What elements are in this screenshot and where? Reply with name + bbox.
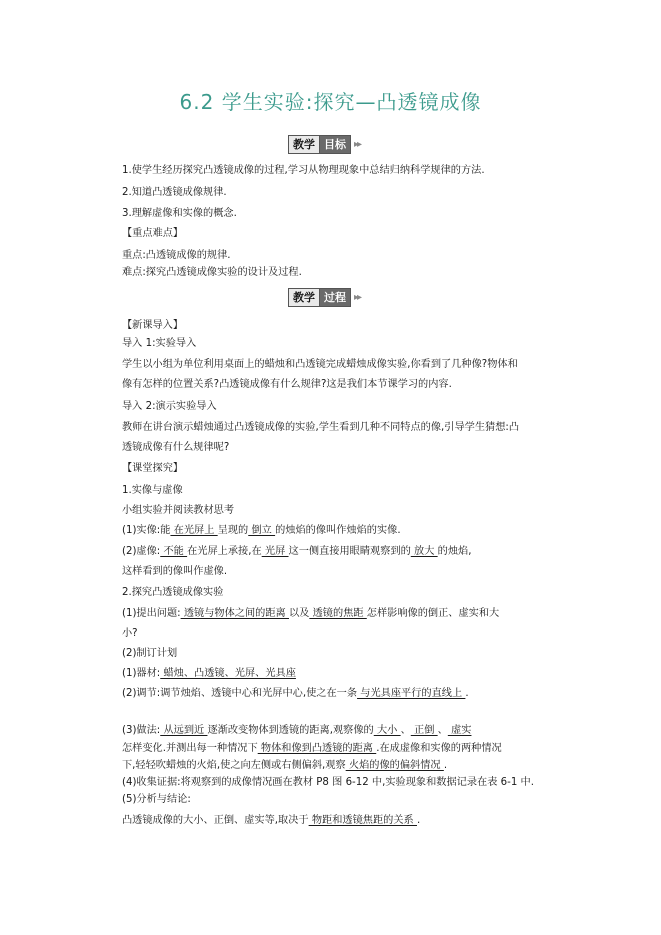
blank-answer: 透镜与物体之间的距离 <box>180 608 289 619</box>
blank-answer: 光屏 <box>261 546 289 557</box>
conclusion-line <box>122 813 420 828</box>
text: 、 <box>400 725 411 736</box>
text: (1)提出问题: <box>122 608 181 619</box>
text: .在成虚像和实像的两种情况 <box>376 743 502 754</box>
plan-heading: (2)制订计划 <box>122 648 178 659</box>
collect-evidence: (4)收集证据:将观察到的成像情况画在教材 P8 图 6-12 中,实验现象和数据记录在表 6-1 中. <box>122 777 534 788</box>
text: (2)调节:调节烛焰、透镜中心和光屏中心,使之在一条 <box>122 688 358 699</box>
text: (1)器材: <box>122 668 161 679</box>
real-image-line <box>122 523 401 538</box>
blank-answer: 虚实 <box>447 725 472 736</box>
text: 、 <box>437 725 448 736</box>
blank-answer: 从远到近 <box>160 725 208 736</box>
text: 凸透镜成像的大小、正倒、虚实等,取决于 <box>122 815 309 826</box>
intro1-title: 导入 1:实验导入 <box>122 338 197 349</box>
intro1-text-line1: 学生以小组为单位利用桌面上的蜡烛和凸透镜完成蜡烛成像实验,你看到了几种像?物体和 <box>122 359 518 370</box>
goal-1: 1.使学生经历探究凸透镜成像的过程,学习从物理现象中总结归纳科学规律的方法. <box>122 165 485 176</box>
section2-title: 2.探究凸透镜成像实验 <box>122 587 224 598</box>
method-line1 <box>122 723 471 738</box>
adjust-line <box>122 686 469 701</box>
equipment-line <box>122 666 296 681</box>
text: 下,轻轻吹蜡烛的火焰,使之向左侧或右侧偏斜,观察 <box>122 760 346 771</box>
text: 怎样影响像的倒正、虚实和大 <box>366 608 500 619</box>
teaching-process-badge <box>288 289 360 306</box>
analyze-heading: (5)分析与结论: <box>122 794 191 805</box>
blank-answer: 在光屏上 <box>170 525 218 536</box>
text: (1)实像:能 <box>122 525 171 536</box>
text: (3)做法: <box>122 725 161 736</box>
explore-heading: 【课堂探究】 <box>122 463 184 474</box>
blank-answer: 物距和透镜焦距的关系 <box>308 815 417 826</box>
text: 在光屏上承接,在 <box>187 546 262 557</box>
badge-process-part2: 过程 <box>319 288 351 307</box>
blank-answer: 物体和像到凸透镜的距离 <box>257 743 377 754</box>
intro2-text-line2: 透镜成像有什么规律呢? <box>122 442 230 453</box>
text: . <box>443 760 448 771</box>
teaching-goals-badge <box>288 136 360 153</box>
goal-2: 2.知道凸透镜成像规律. <box>122 187 227 198</box>
virtual-image-cont: 这样看到的像叫作虚像. <box>122 566 228 577</box>
virtual-image-line <box>122 544 471 559</box>
text: . <box>465 688 469 699</box>
intro1-text-line2: 像有怎样的位置关系?凸透镜成像有什么规律?这是我们本节课学习的内容. <box>122 379 452 390</box>
difficulty: 难点:探究凸透镜成像实验的设计及过程. <box>122 267 302 278</box>
badge-process-part1: 教学 <box>288 288 319 307</box>
badge-goals-part1: 教学 <box>288 135 319 154</box>
section1-subtitle: 小组实验并阅读教材思考 <box>122 505 235 516</box>
text: 的烛焰, <box>437 546 472 557</box>
blank-answer: 蜡烛、凸透镜、光屏、光具座 <box>160 668 296 679</box>
text: 怎样变化.并测出每一种情况下 <box>122 743 258 754</box>
key-difficulty-heading: 【重点难点】 <box>122 228 184 239</box>
blank-answer: 与光具座平行的直线上 <box>357 688 466 699</box>
text: 这一侧直接用眼睛观察到的 <box>288 546 411 557</box>
intro-heading: 【新课导入】 <box>122 320 184 331</box>
intro2-title: 导入 2:演示实验导入 <box>122 401 217 412</box>
question-cont: 小? <box>122 628 138 639</box>
blank-answer: 不能 <box>160 546 188 557</box>
blank-answer: 正倒 <box>410 725 438 736</box>
blank-answer: 大小 <box>373 725 401 736</box>
text: 逐渐改变物体到透镜的距离,观察像的 <box>207 725 374 736</box>
arrow-icon: ▸▸ <box>354 139 361 150</box>
blank-answer: 放大 <box>410 546 438 557</box>
method-line2 <box>122 741 502 756</box>
question-line <box>122 606 499 621</box>
key-point: 重点:凸透镜成像的规律. <box>122 250 231 261</box>
text: 以及 <box>288 608 310 619</box>
text: (2)虚像: <box>122 546 161 557</box>
method-line3 <box>122 758 447 773</box>
blank-answer: 透镜的焦距 <box>309 608 367 619</box>
page-title: 6.2 学生实验:探究—凸透镜成像 <box>179 90 482 114</box>
text: 呈现的 <box>217 525 249 536</box>
text: 的烛焰的像叫作烛焰的实像. <box>275 525 401 536</box>
intro2-text-line1: 教师在讲台演示蜡烛通过凸透镜成像的实验,学生看到几种不同特点的像,引导学生猜想:凸 <box>122 422 520 433</box>
blank-answer: 倒立 <box>248 525 276 536</box>
text: . <box>416 815 421 826</box>
arrow-icon: ▸▸ <box>354 292 361 303</box>
goal-3: 3.理解虚像和实像的概念. <box>122 208 237 219</box>
badge-goals-part2: 目标 <box>319 135 351 154</box>
section1-title: 1.实像与虚像 <box>122 485 183 496</box>
blank-answer: 火焰的像的偏斜情况 <box>345 760 444 771</box>
